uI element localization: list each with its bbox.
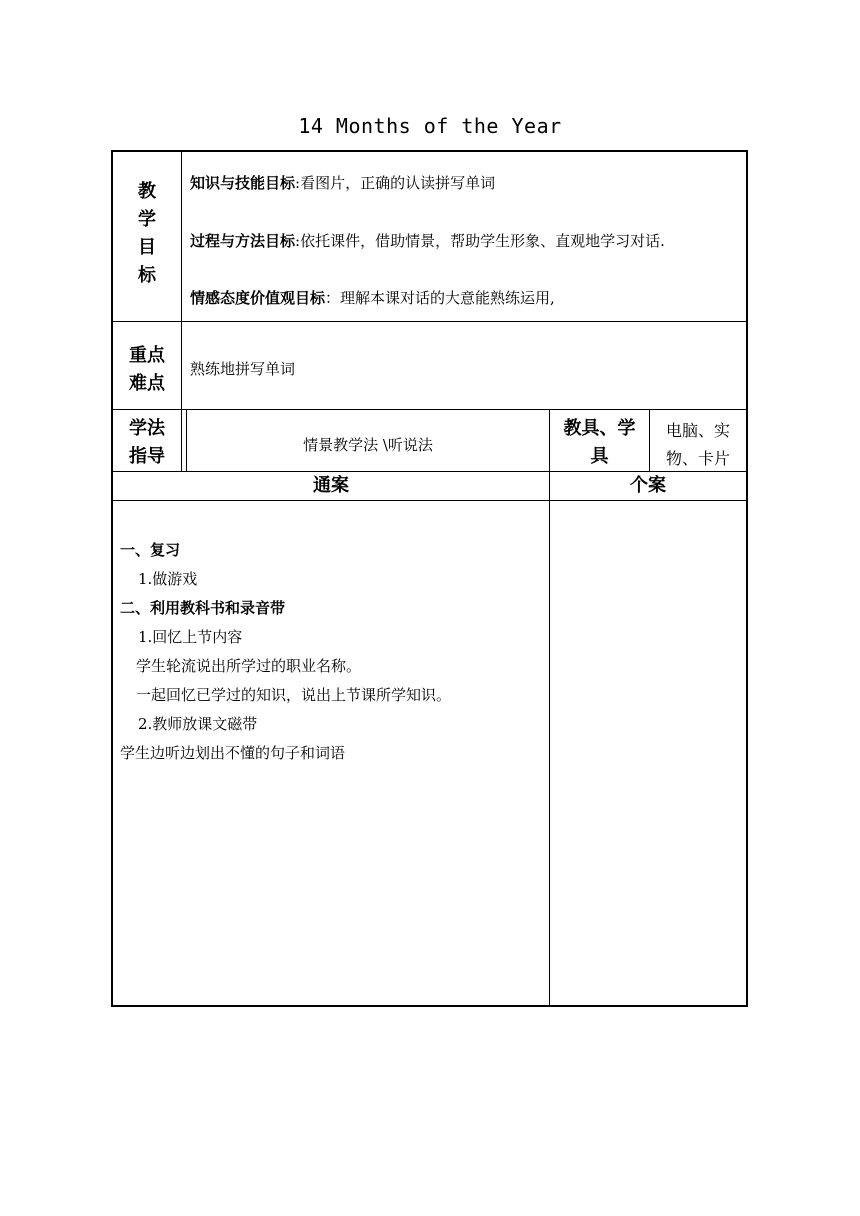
tools-label bbox=[550, 415, 649, 471]
key-points-label bbox=[113, 342, 181, 398]
emotion-objective-text: ：理解本课对话的大意能熟练运用, bbox=[325, 289, 555, 307]
objectives-label-char: 标 bbox=[138, 265, 156, 286]
process-objective bbox=[190, 231, 750, 251]
plan-line: 一起回忆已学过的知识，说出上节课所学知识。 bbox=[136, 686, 452, 704]
common-plan-body bbox=[120, 536, 545, 768]
methods-label-line: 指导 bbox=[129, 446, 165, 467]
individual-plan-body bbox=[550, 501, 746, 1005]
objectives-label bbox=[113, 152, 181, 321]
plan-section-review: 一、复习 bbox=[120, 541, 181, 559]
key-points-text: 熟练地拼写单词 bbox=[190, 360, 296, 378]
key-points-label-line: 重点 bbox=[129, 345, 165, 366]
col-divider bbox=[181, 152, 182, 471]
row-divider bbox=[113, 409, 746, 410]
common-plan-header: 通案 bbox=[313, 475, 349, 496]
knowledge-objective-text: :看图片，正确的认读拼写单词 bbox=[295, 174, 496, 192]
emotion-objective bbox=[190, 288, 750, 308]
methods-label bbox=[113, 415, 181, 471]
plan-item: 2.教师放课文磁带 bbox=[138, 715, 258, 733]
tools-label-line: 具 bbox=[590, 446, 609, 467]
individual-plan-header: 个案 bbox=[630, 475, 666, 496]
row-divider bbox=[113, 321, 746, 322]
tools-text-line: 电脑、实 bbox=[665, 421, 730, 440]
objectives-label-char: 目 bbox=[138, 237, 156, 258]
tools-label-line: 教具、学 bbox=[563, 418, 636, 439]
plan-item: 1.回忆上节内容 bbox=[138, 628, 243, 646]
tools-text bbox=[650, 417, 746, 473]
methods-label-line: 学法 bbox=[129, 418, 165, 439]
plan-line: 学生轮流说出所学过的职业名称。 bbox=[136, 657, 362, 675]
tools-text-line: 物、卡片 bbox=[665, 449, 730, 468]
knowledge-objective bbox=[190, 173, 750, 193]
plan-line: 学生边听边划出不懂的句子和词语 bbox=[120, 744, 346, 762]
lesson-plan-table bbox=[111, 150, 748, 1007]
objectives-label-char: 学 bbox=[138, 209, 156, 230]
page-title: 14 Months of the Year bbox=[298, 114, 562, 138]
objectives-label-char: 教 bbox=[138, 181, 156, 202]
emotion-objective-label: 情感态度价值观目标 bbox=[190, 289, 326, 307]
plan-item: 1.做游戏 bbox=[138, 570, 198, 588]
methods-text: 情景教学法 \听说法 bbox=[303, 436, 433, 454]
knowledge-objective-label: 知识与技能目标 bbox=[190, 174, 296, 192]
key-points-label-line: 难点 bbox=[129, 373, 165, 394]
plan-section-textbook: 二、利用教科书和录音带 bbox=[120, 599, 286, 617]
process-objective-label: 过程与方法目标 bbox=[190, 232, 296, 250]
process-objective-text: :依托课件，借助情景，帮助学生形象、直观地学习对话. bbox=[295, 232, 665, 250]
